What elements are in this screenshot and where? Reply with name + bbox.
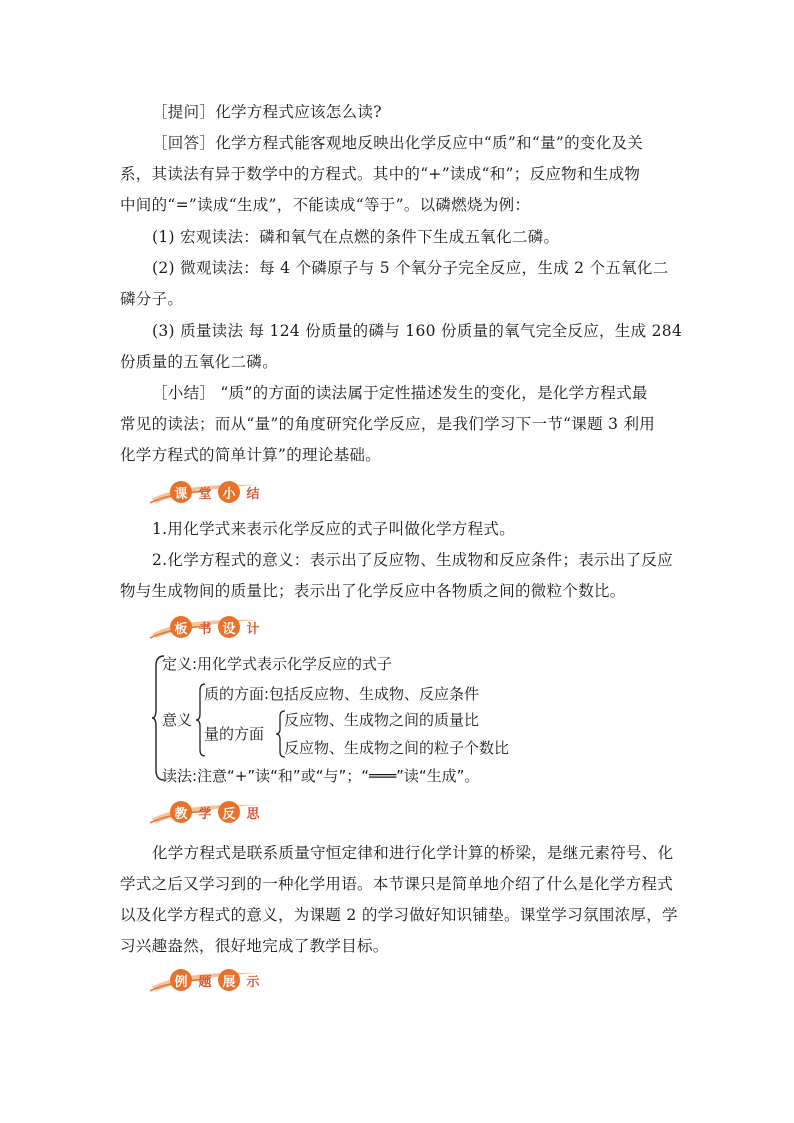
answer-line-1: ［回答］化学方程式能客观地反映出化学反应中“质”和“量”的变化及关 [152, 134, 644, 152]
section-char: 板 [170, 616, 192, 638]
section-char: 学 [198, 806, 212, 822]
mass-reading-line-1: (3) 质量读法 每 124 份质量的磷与 160 份质量的氧气完全反应，生成 284 [152, 322, 683, 340]
board-quantity-item-2: 反应物、生成物之间的粒子个数比 [284, 739, 510, 757]
class-summary-item-2-line-2: 物与生成物间的质量比；表示出了化学反应中各物质之间的微粒个数比。 [120, 582, 626, 600]
board-meaning-label: 意义 [162, 711, 193, 729]
section-header-examples [150, 965, 264, 995]
section-char: 计 [246, 621, 260, 637]
class-summary-item-1: 1.用化学式来表示化学反应的式子叫做化学方程式。 [152, 520, 515, 538]
section-header-class-summary [150, 477, 264, 507]
section-char: 小 [218, 481, 240, 503]
section-char: 堂 [198, 486, 212, 502]
section-char: 教 [170, 801, 192, 823]
section-char: 题 [198, 974, 212, 990]
question-text: ［提问］化学方程式应该怎么读? [152, 103, 382, 121]
section-header-board-design [150, 612, 264, 642]
summary-line-1: ［小结］ “质”的方面的读法属于定性描述发生的变化，是化学方程式最 [152, 384, 648, 402]
answer-line-3: 中间的“=”读成“生成”，不能读成“等于”。以磷燃烧为例： [120, 196, 531, 214]
section-char: 思 [246, 806, 260, 822]
section-char: 结 [246, 486, 260, 502]
board-quantity-label: 量的方面 [204, 725, 265, 743]
answer-line-2: 系，其读法有异于数学中的方程式。其中的“+”读成“和”；反应物和生成物 [120, 165, 641, 183]
section-char: 展 [218, 969, 240, 991]
summary-line-2: 常见的读法；而从“量”的角度研究化学反应，是我们学习下一节“课题 3 利用 [120, 415, 656, 433]
summary-line-3: 化学方程式的简单计算”的理论基础。 [120, 446, 382, 464]
section-char: 书 [198, 621, 212, 637]
micro-reading-line-1: (2) 微观读法：每 4 个磷原子与 5 个氧分子完全反应，生成 2 个五氧化二 [152, 259, 669, 277]
section-char: 课 [170, 481, 192, 503]
board-quality-aspect: 质的方面:包括反应物、生成物、反应条件 [204, 685, 480, 703]
section-header-teaching-reflection [150, 797, 264, 827]
class-summary-item-2-line-1: 2.化学方程式的意义：表示出了反应物、生成物和反应条件；表示出了反应 [152, 551, 673, 569]
reflection-line-4: 习兴趣盎然，很好地完成了教学目标。 [120, 937, 389, 955]
section-char: 反 [218, 801, 240, 823]
mass-reading-line-2: 份质量的五氧化二磷。 [120, 353, 279, 371]
micro-reading-line-2: 磷分子。 [120, 290, 184, 308]
section-char: 设 [218, 616, 240, 638]
reflection-line-3: 以及化学方程式的意义，为课题 2 的学习做好知识铺垫。课堂学习氛围浓厚，学 [120, 906, 678, 924]
board-reading: 读法:注意“+”读“和”或“与”；“═══”读“生成”。 [162, 767, 480, 785]
section-char: 例 [170, 969, 192, 991]
board-quantity-item-1: 反应物、生成物之间的质量比 [284, 711, 480, 729]
board-definition: 定义:用化学式表示化学反应的式子 [162, 655, 393, 673]
reflection-line-2: 学式之后又学习到的一种化学用语。本节课只是简单地介绍了什么是化学方程式 [120, 875, 674, 893]
macro-reading: (1) 宏观读法：磷和氧气在点燃的条件下生成五氧化二磷。 [152, 228, 560, 246]
reflection-line-1: 化学方程式是联系质量守恒定律和进行化学计算的桥梁，是继元素符号、化 [152, 844, 674, 862]
section-char: 示 [246, 974, 260, 990]
